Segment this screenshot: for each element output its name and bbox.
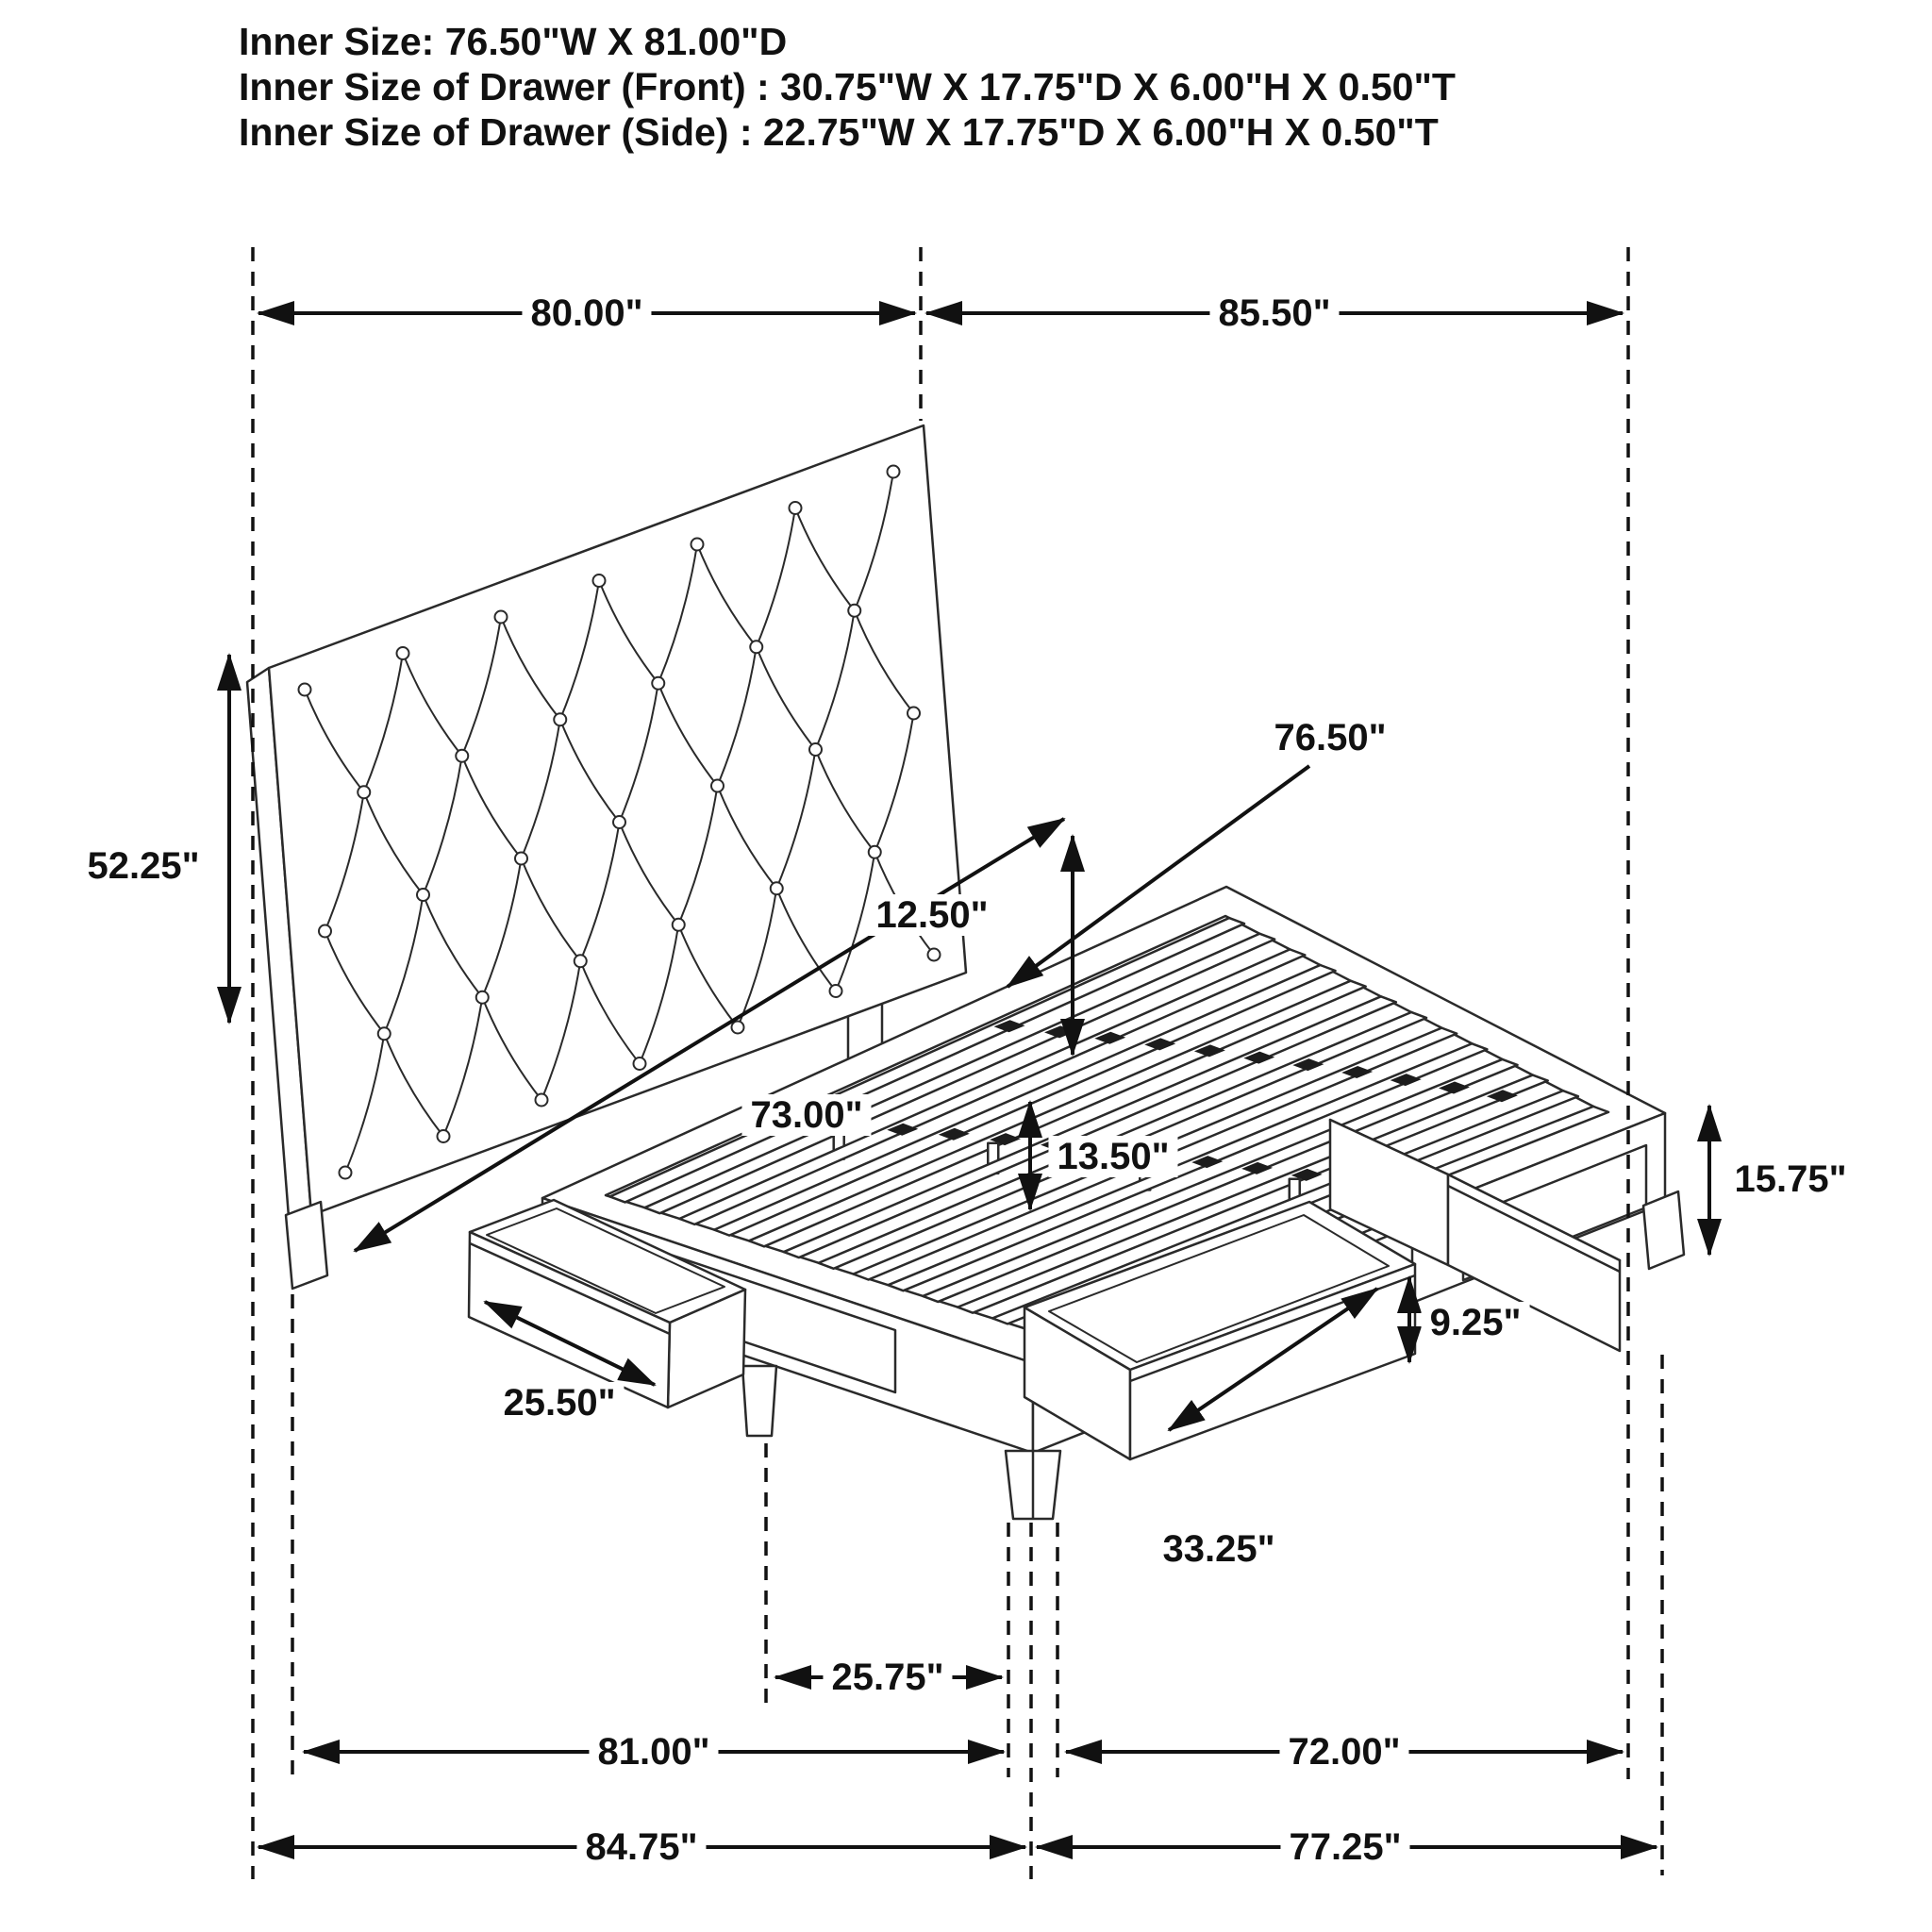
- dim-label-headboard-width: 80.00": [522, 292, 651, 334]
- dim-label-headboard-above-rail: 12.50": [867, 894, 996, 936]
- title-line-3: Inner Size of Drawer (Side) : 22.75"W X 17.75"D X 6.00"H X 0.50"T: [239, 110, 1439, 154]
- left-rail-leg: [742, 1366, 776, 1436]
- dim-label-inner-platform-length: 81.00": [589, 1731, 718, 1773]
- right-corner-leg: [1643, 1191, 1684, 1269]
- dim-label-headboard-height: 52.25": [78, 845, 208, 887]
- dim-label-length-with-front-drawer: 77.25": [1280, 1826, 1409, 1868]
- title-line-1: Inner Size: 76.50"W X 81.00"D: [239, 20, 788, 63]
- dim-label-front-drawer-width: 33.25": [1154, 1528, 1283, 1570]
- headboard-left-leg: [286, 1202, 327, 1289]
- dim-label-length-with-side-drawer: 85.50": [1209, 292, 1339, 334]
- dim-label-foot-section-length: 72.00": [1279, 1731, 1408, 1773]
- dim-label-side-rail-height: 15.75": [1725, 1158, 1855, 1200]
- dim-label-overall-length: 84.75": [576, 1826, 706, 1868]
- dim-label-side-drawer-depth: 25.50": [494, 1382, 624, 1424]
- bed-art: [247, 425, 1684, 1519]
- dim-label-drawer-offset: 25.75": [823, 1657, 952, 1698]
- dim-label-drawer-opening-height: 9.25": [1422, 1302, 1530, 1343]
- dim-label-slat-area-width: 76.50": [1265, 717, 1394, 758]
- title-line-2: Inner Size of Drawer (Front) : 30.75"W X 17.75"D X 6.00"H X 0.50"T: [239, 65, 1456, 108]
- title-block: [239, 19, 1456, 155]
- dim-label-platform-height: 13.50": [1048, 1136, 1177, 1177]
- dim-label-headboard-panel-width: 73.00": [741, 1094, 871, 1136]
